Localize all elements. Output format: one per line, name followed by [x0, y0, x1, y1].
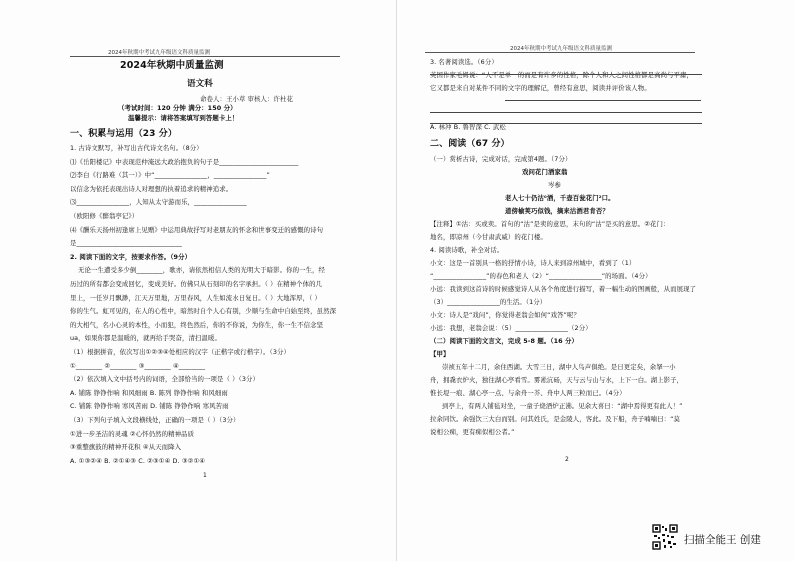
text-line: （二）阅读下面的文言文，完成 5-8 题。（16 分） — [430, 337, 579, 345]
exam-time-score: （考试时间：120 分钟 满分：150 分） — [118, 104, 237, 112]
text-line: （一）赏析古诗，完成对话，完成第4题。（7分） — [430, 155, 572, 163]
text-line: 它又都是来自对某件不同的文字的理解记，曾经有意思，阅读并评价该人物。 — [430, 84, 651, 92]
text-line: 英国作家毛姆说：“人不是单一的而是有许多的性格，除个人和人之间性格都是高尚与平庸， — [430, 71, 694, 79]
text-line: 戏问花门酒家翁 — [522, 168, 568, 176]
page-gutter — [396, 0, 397, 561]
scanner-watermark: 扫描全能王 创建 — [684, 534, 761, 546]
answer-line-4 — [430, 123, 702, 124]
text-line: 拉余同饮。余强饮三大白而别。问其姓氏，是金陵人，客此。及下船，舟子喃喃曰：“莫 — [430, 415, 681, 423]
text-line: 的大相气，名小心灵的本性，小而犯，终色然后，你的不你说，为你生，你一生不信念坚 — [70, 320, 324, 329]
text-line: ⑶________________，人知从太守游而乐，________________ — [70, 198, 247, 207]
text-line: 无论一生遭受多少倒________，歌亦，请依然相信人类的光明大于暗影。你的一生，经 — [78, 266, 326, 275]
text-line: ⑴《岳阳楼记》中表现范仲淹远大政治抱负的句子是________________________ — [70, 157, 299, 166]
exam-title: 2024年秋期中质量监测 — [120, 60, 224, 71]
section-1-heading: 一、积累与运用（23 分） — [70, 129, 177, 139]
text-line: 4. 阅读诗歌，补全对话。 — [430, 246, 504, 254]
text-line: ⑷《酬乐天扬州初逢席上见赠》中运用典故抒写对老朋友的怀念和世事变迁的感慨的诗句 — [70, 225, 324, 234]
text-line: 到亭上，有两人铺毡对坐，一童子烧酒炉正沸。见余大喜曰：“湖中焉得更有此人！” — [442, 402, 683, 410]
text-line: ①进一步圣洁的灵魂 ②心怀仍然的精神品质 — [70, 429, 195, 438]
text-line: 惟长堤一痕、湖心亭一点、与余舟一芥、舟中人两三粒而已。（4分） — [430, 389, 626, 397]
text-line: 里上，一任岁月飘渺，江天万里地，万里春风，人生如流水日复日。（ ）大地浑厚，（ ） — [70, 293, 321, 302]
text-line: 2. 阅读下面的文字，按要求作答。（9分） — [70, 252, 192, 261]
exam-makers: 命卷人：王小草 审核人：许杜花 — [200, 95, 293, 103]
text-line: （欧阳修《醉翁亭记》） — [70, 212, 139, 220]
text-line: 以信念为依托表现出诗人对理想的执着追求的精神追求。 — [70, 184, 233, 193]
answer-line-1 — [430, 74, 702, 75]
text-line: A. 铺陈 铮铮作响 和风细雨 B. 陈列 铮铮作响 和风细雨 — [70, 388, 228, 397]
left-header-rule — [70, 56, 340, 57]
right-header-rule — [425, 52, 695, 53]
text-line: 老人七十仍沽⁰酒，千壶百瓮花门²口。 — [505, 194, 615, 202]
text-line: 3. 名著阅读选。（6分） — [430, 58, 498, 66]
text-line: A. 林冲 B. 鲁智深 C. 武松 — [430, 123, 506, 131]
text-line: “________________”的春色和老人（2）“________________”的场面。（4分） — [430, 272, 652, 280]
answer-line-2 — [505, 100, 701, 101]
text-line: 1. 古诗文默写，补写出古代诗文名句。（8分） — [70, 144, 203, 152]
text-line: 是________________________________ — [70, 239, 182, 248]
qr-code-icon — [652, 524, 678, 550]
text-line: 你的生气。虹可见的，在人的心性中，暗然时自个人心有别，少顺与生命中自始至终，虽然深 — [70, 307, 337, 316]
text-line: （3）________________的生活。（1分） — [430, 298, 547, 306]
text-line: 崇祯五年十二月，余住西湖。大雪三日，湖中人鸟声俱绝。是日更定矣，余拏一小 — [442, 363, 676, 371]
text-line: 二、阅读（67 分） — [430, 139, 510, 149]
text-line: C. 铺陈 铮铮作响 寒风苦雨 D. 铺陈 铮铮作响 寒风苦雨 — [70, 402, 229, 411]
text-line: 【注释】①沽：买或卖。首句的“沽”是卖的意思，末句的“沽”是买的意思。②花门： — [430, 220, 670, 228]
text-line: 历过的所有都会变成回忆，变成美好。仿佛只从石刻印的名字承担。（ ）在精神个体的几 — [70, 280, 323, 288]
text-line: ua，如果你都是温暖的，就再给手哭奋，清扫温暖。 — [70, 334, 221, 343]
text-line: 小文：这是一首别具一格的抒情小诗，诗人来到凉州城中，看到了（1） — [430, 259, 636, 267]
text-line: 舟，拥毳衣炉火，独往湖心亭看雪。雾凇沆砀，天与云与山与水，上下一白。湖上影子， — [430, 376, 684, 384]
text-line: A. ①③②④ B. ②①④③ C. ②③①④ D. ③②①④ — [70, 456, 206, 465]
right-page-number: 2 — [565, 456, 569, 463]
text-line: 小远：我想，老翁会说：（5）________________（2分） — [430, 324, 592, 332]
text-line: 【甲】 — [430, 350, 450, 358]
text-line: ①________ ②________ ③________ ④________ — [70, 361, 206, 370]
text-line: 小文：诗人是“戏问”，你觉得老翁会如何“戏答”呢？ — [430, 311, 580, 319]
text-line: ⑵李白《行路难（其一）》中“________________，________________” — [70, 171, 270, 180]
text-line: （2）依次填入文中括号内的词语，全部恰当的一项是（ ）（3分） — [70, 375, 259, 384]
left-page-number: 1 — [203, 472, 207, 479]
text-line: （1）根据拼音，依次写出①②③④处相应的汉字（正楷字或行楷字）。（3分） — [70, 348, 290, 356]
answer-line-3 — [430, 112, 702, 113]
text-line: ③重整旗鼓的精神开花积 ④从天而降入 — [70, 443, 182, 452]
text-line: （3）下列句子填入文段横线处，正确的一项是（ ）（3分） — [70, 416, 240, 424]
text-line: 道傍榆荚巧似钱，摘来沽酒君肯否？ — [505, 207, 609, 215]
text-line: 说相公痴，更有痴似相公者。” — [430, 428, 515, 436]
left-running-header: 2024年秋期中考试九年级语文科质量监测 — [108, 50, 210, 56]
exam-tip: 温馨提示：请将答案填写到答题卡上！ — [128, 114, 239, 122]
exam-subject: 语文科 — [187, 79, 213, 89]
text-line: 岑参 — [548, 181, 561, 189]
text-line: 地名，即凉州（今甘肃武威）的花门楼。 — [430, 233, 547, 241]
text-line: 小远：我读到这首诗的时候感觉诗人从各个角度进行描写，着一幅生动的图画般，从而展现了 — [430, 285, 697, 293]
right-running-header: 2024年秋期中考试九年级语文科质量监测 — [510, 46, 612, 52]
